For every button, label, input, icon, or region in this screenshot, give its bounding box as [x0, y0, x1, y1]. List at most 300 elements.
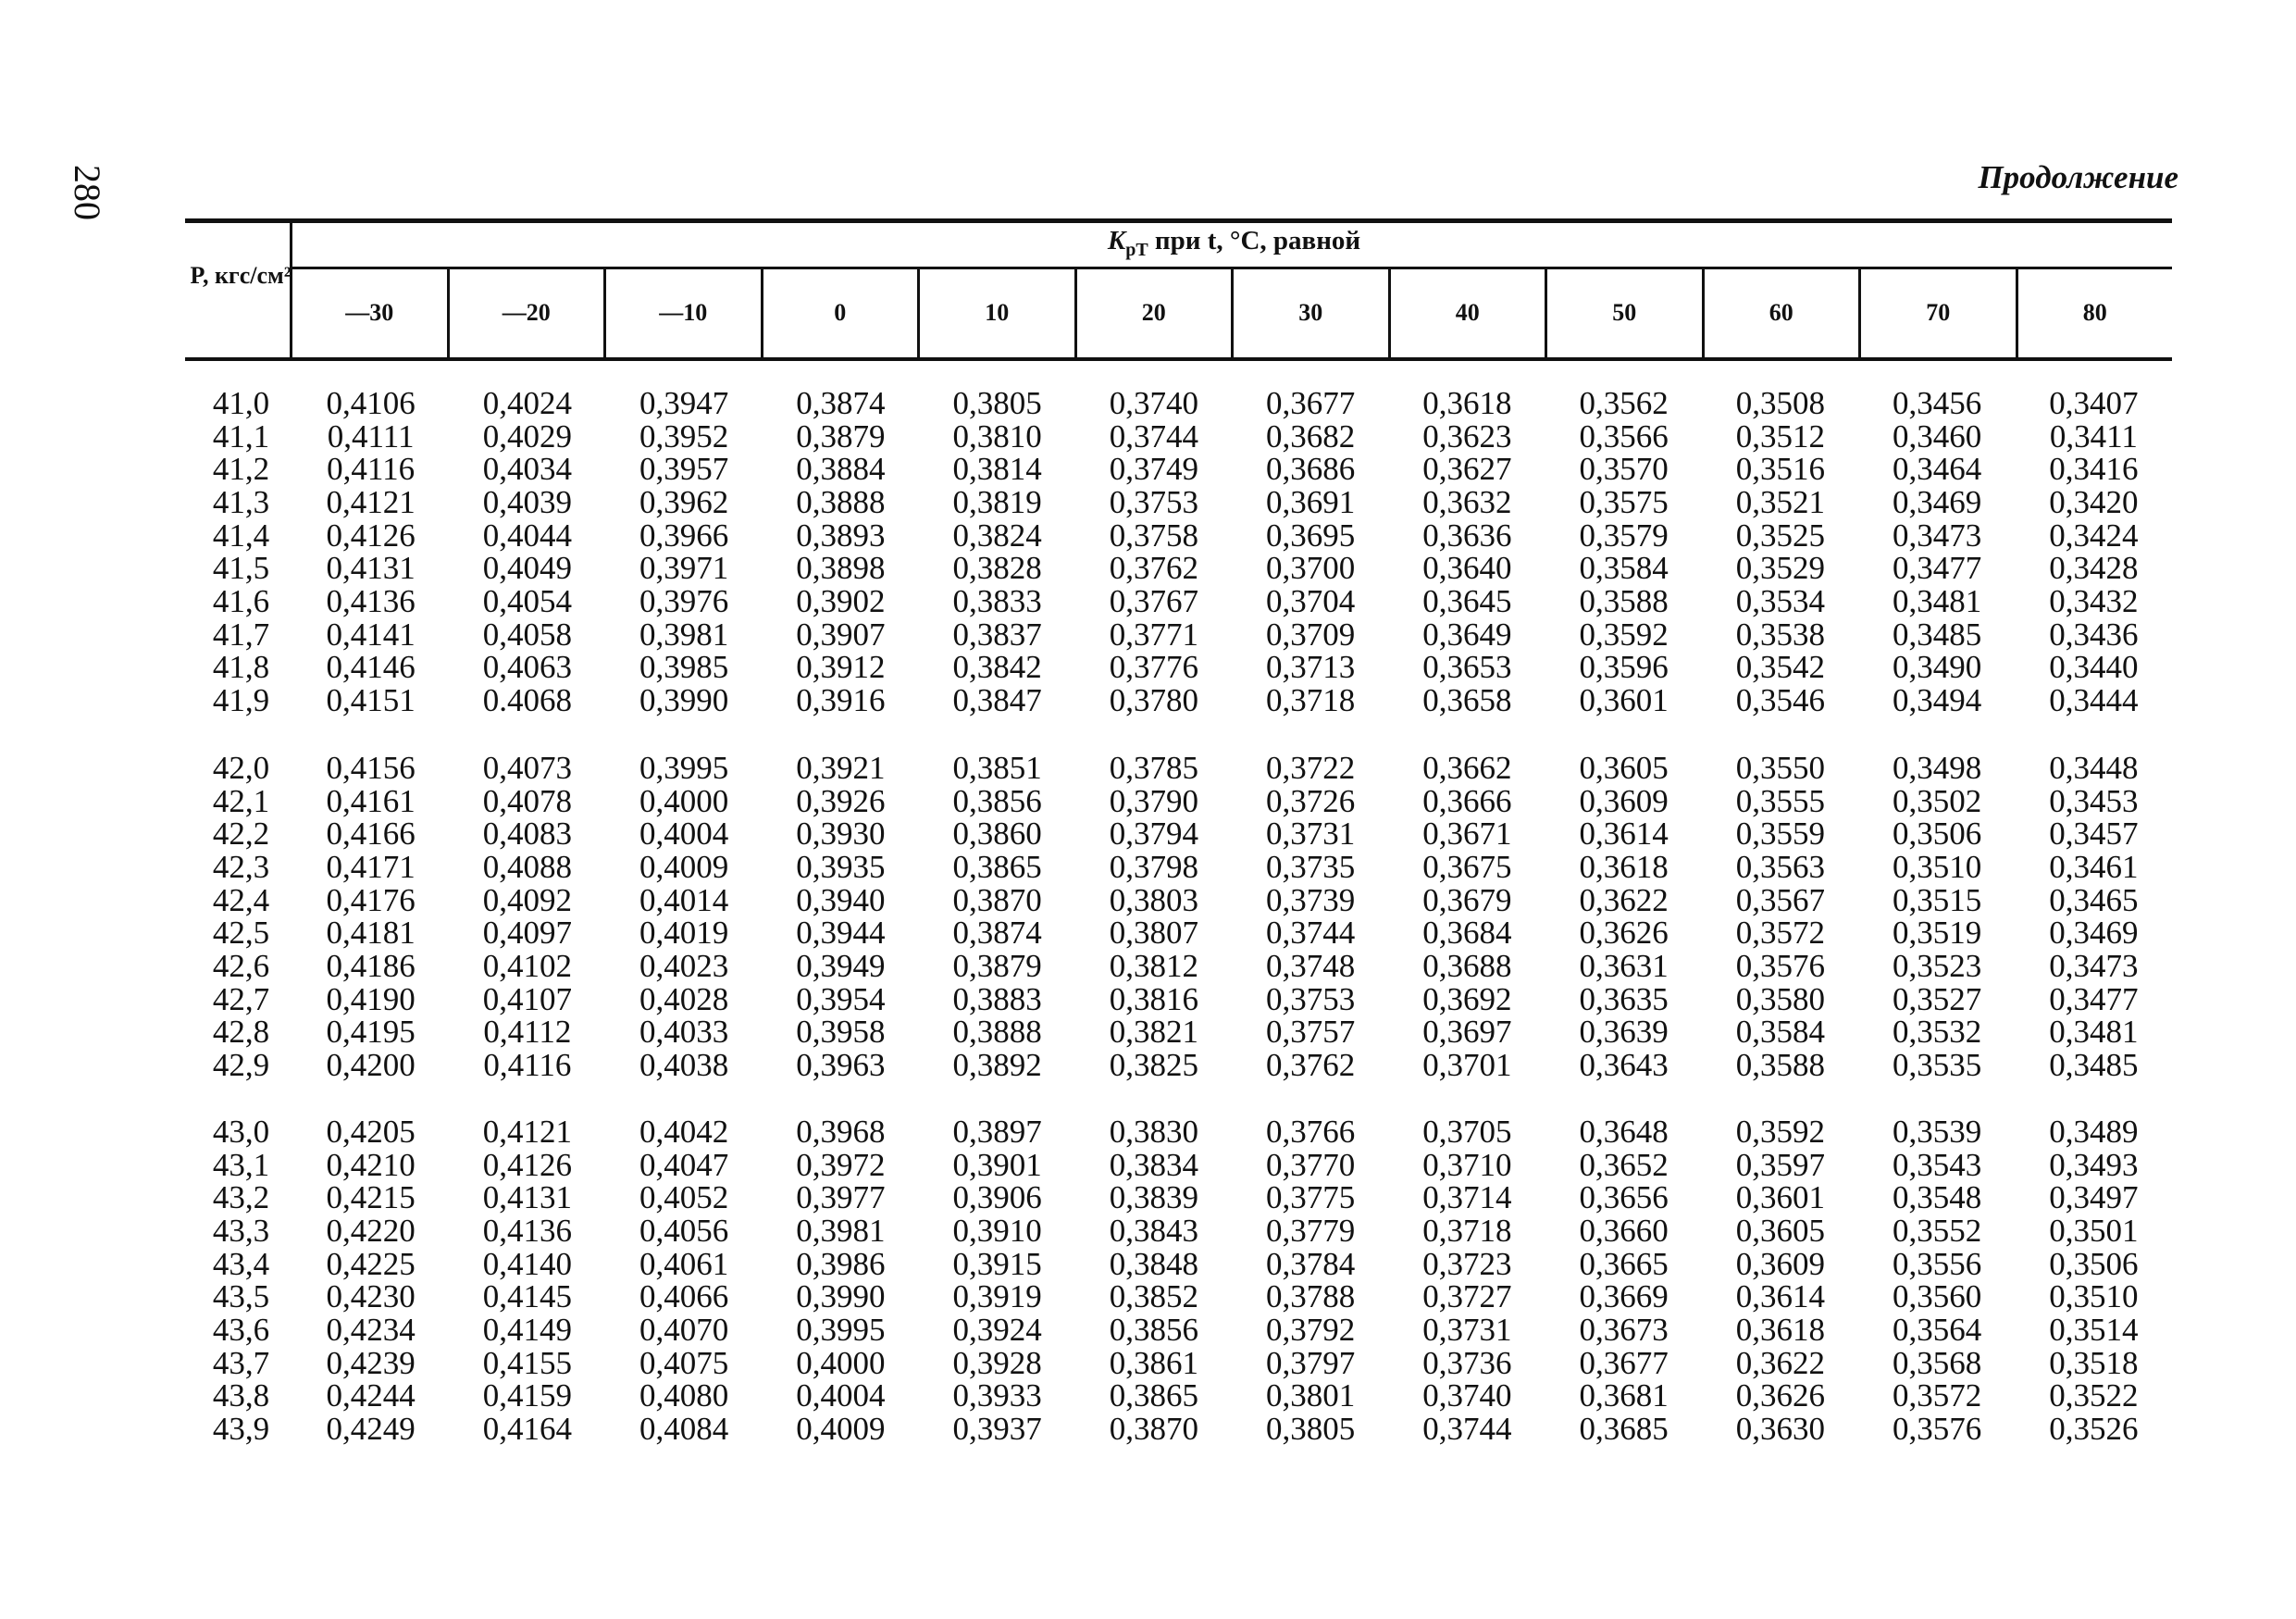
value-cell: 0,4131 [482, 1179, 572, 1216]
value-cell: 0,3901 [952, 1146, 1042, 1183]
value-cell: 0,3596 [1579, 649, 1669, 686]
value-cell: 0,4063 [482, 649, 572, 686]
table-row [190, 649, 2172, 686]
value-cell: 0,3584 [1735, 1014, 1825, 1051]
value-cell: 0,3632 [1422, 483, 1512, 520]
value-cell: 0,4220 [326, 1212, 416, 1249]
value-cell: 0,3485 [1893, 616, 1982, 653]
pressure-cell: 42,4 [212, 881, 270, 918]
table-row [190, 749, 2172, 786]
value-cell: 0,3526 [2049, 1411, 2139, 1448]
value-cell: 0,3568 [1893, 1344, 1982, 1381]
value-cell: 0,4083 [482, 816, 572, 853]
value-cell: 0,3550 [1735, 749, 1825, 786]
pressure-cell: 41,1 [212, 417, 270, 455]
value-cell: 0,3735 [1266, 848, 1356, 885]
value-cell: 0,4166 [326, 816, 416, 853]
value-cell: 0,3675 [1422, 848, 1512, 885]
value-cell: 0,3669 [1579, 1278, 1669, 1315]
value-cell: 0,3643 [1579, 1047, 1669, 1084]
value-cell: 0,3564 [1893, 1311, 1982, 1348]
value-cell: 0,3940 [796, 881, 886, 918]
value-cell: 0,3579 [1579, 517, 1669, 554]
value-cell: 0,3501 [2049, 1212, 2139, 1249]
value-cell: 0,4047 [639, 1146, 729, 1183]
value-cell: 0,3618 [1579, 848, 1669, 885]
value-cell: 0,3627 [1422, 451, 1512, 488]
value-cell: 0,3506 [2049, 1245, 2139, 1282]
table-row [190, 782, 2172, 819]
value-cell: 0,3563 [1735, 848, 1825, 885]
value-cell: 0,3910 [952, 1212, 1042, 1249]
value-cell: 0,3847 [952, 682, 1042, 719]
value-cell: 0,3775 [1266, 1179, 1356, 1216]
value-cell: 0,3605 [1735, 1212, 1825, 1249]
table-top-rule [185, 218, 2172, 223]
value-cell: 0,3639 [1579, 1014, 1669, 1051]
value-cell: 0,3618 [1735, 1311, 1825, 1348]
value-cell: 0,4126 [482, 1146, 572, 1183]
value-cell: 0,3677 [1266, 384, 1356, 421]
value-cell: 0,3473 [1893, 517, 1982, 554]
value-cell: 0,3673 [1579, 1311, 1669, 1348]
column-header: 10 [917, 268, 1074, 357]
value-cell: 0,3779 [1266, 1212, 1356, 1249]
value-cell: 0,3529 [1735, 550, 1825, 587]
value-cell: 0,3933 [952, 1377, 1042, 1414]
value-cell: 0,3981 [796, 1212, 886, 1249]
value-cell: 0,3805 [1266, 1411, 1356, 1448]
value-cell: 0,3968 [796, 1113, 886, 1150]
value-cell: 0,3870 [1109, 1411, 1198, 1448]
value-cell: 0,3924 [952, 1311, 1042, 1348]
pressure-cell: 41,7 [212, 616, 270, 653]
value-cell: 0,3705 [1422, 1113, 1512, 1150]
value-cell: 0,3757 [1266, 1014, 1356, 1051]
value-cell: 0,3731 [1422, 1311, 1512, 1348]
value-cell: 0,4049 [482, 550, 572, 587]
value-cell: 0,3740 [1422, 1377, 1512, 1414]
value-cell: 0,3523 [1893, 947, 1982, 984]
value-cell: 0,3758 [1109, 517, 1198, 554]
value-cell: 0.4068 [482, 682, 572, 719]
table-row [190, 1413, 2172, 1446]
value-cell: 0,3552 [1893, 1212, 1982, 1249]
value-cell: 0,3851 [952, 749, 1042, 786]
value-cell: 0,3704 [1266, 582, 1356, 619]
value-cell: 0,3534 [1735, 582, 1825, 619]
column-header: 20 [1074, 268, 1232, 357]
value-cell: 0,3631 [1579, 947, 1669, 984]
value-cell: 0,3548 [1893, 1179, 1982, 1216]
value-cell: 0,3448 [2049, 749, 2139, 786]
table-row [190, 1181, 2172, 1214]
value-cell: 0,4024 [482, 384, 572, 421]
value-cell: 0,3494 [1893, 682, 1982, 719]
table-row [190, 684, 2172, 717]
value-cell: 0,3814 [952, 451, 1042, 488]
value-cell: 0,3949 [796, 947, 886, 984]
value-cell: 0,3963 [796, 1047, 886, 1084]
value-cell: 0,4121 [482, 1113, 572, 1150]
value-cell: 0,3648 [1579, 1113, 1669, 1150]
value-cell: 0,3762 [1109, 550, 1198, 587]
value-cell: 0,3535 [1893, 1047, 1982, 1084]
value-cell: 0,3658 [1422, 682, 1512, 719]
value-cell: 0,4136 [326, 582, 416, 619]
value-cell: 0,3874 [796, 384, 886, 421]
value-cell: 0,3952 [639, 417, 729, 455]
pressure-cell: 43,1 [212, 1146, 270, 1183]
value-cell: 0,4034 [482, 451, 572, 488]
value-cell: 0,3723 [1422, 1245, 1512, 1282]
value-cell: 0,3469 [2049, 915, 2139, 952]
value-cell: 0,3709 [1266, 616, 1356, 653]
value-cell: 0,4004 [639, 816, 729, 853]
value-cell: 0,3636 [1422, 517, 1512, 554]
value-cell: 0,4249 [326, 1411, 416, 1448]
value-cell: 0,3966 [639, 517, 729, 554]
value-cell: 0,3601 [1735, 1179, 1825, 1216]
table-row [190, 916, 2172, 950]
table-row [190, 582, 2172, 619]
pressure-cell: 42,2 [212, 816, 270, 853]
value-cell: 0,4092 [482, 881, 572, 918]
value-cell: 0,3902 [796, 582, 886, 619]
value-cell: 0,4116 [483, 1047, 572, 1084]
value-cell: 0,3848 [1109, 1245, 1198, 1282]
value-cell: 0,4052 [639, 1179, 729, 1216]
value-cell: 0,3576 [1735, 947, 1825, 984]
pressure-cell: 42,8 [212, 1014, 270, 1051]
value-cell: 0,4014 [639, 881, 729, 918]
value-cell: 0,3852 [1109, 1278, 1198, 1315]
value-cell: 0,4164 [482, 1411, 572, 1448]
value-cell: 0,3498 [1893, 749, 1982, 786]
value-cell: 0,3919 [952, 1278, 1042, 1315]
value-cell: 0,3762 [1266, 1047, 1356, 1084]
value-cell: 0,3713 [1266, 649, 1356, 686]
value-cell: 0,4054 [482, 582, 572, 619]
value-cell: 0,4107 [482, 980, 572, 1017]
value-cell: 0,3464 [1893, 451, 1982, 488]
value-cell: 0,3874 [952, 915, 1042, 952]
pressure-cell: 43,2 [212, 1179, 270, 1216]
value-cell: 0,3843 [1109, 1212, 1198, 1249]
value-cell: 0,3749 [1109, 451, 1198, 488]
value-cell: 0,3821 [1109, 1014, 1198, 1051]
value-cell: 0,3626 [1579, 915, 1669, 952]
value-cell: 0,4075 [639, 1344, 729, 1381]
value-cell: 0,3714 [1422, 1179, 1512, 1216]
value-cell: 0,3906 [952, 1179, 1042, 1216]
value-cell: 0,3497 [2049, 1179, 2139, 1216]
table-row [190, 947, 2172, 984]
pressure-cell: 42,9 [212, 1047, 270, 1084]
value-cell: 0,3691 [1266, 483, 1356, 520]
pressure-cell: 42,1 [212, 782, 270, 819]
value-cell: 0,3812 [1109, 947, 1198, 984]
title-rest: при t, °C, равной [1148, 226, 1361, 255]
table-block [190, 384, 2172, 719]
value-cell: 0,3776 [1109, 649, 1198, 686]
value-cell: 0,3865 [1109, 1377, 1198, 1414]
value-cell: 0,3995 [639, 749, 729, 786]
value-cell: 0,3701 [1422, 1047, 1512, 1084]
value-cell: 0,3816 [1109, 980, 1198, 1017]
value-cell: 0,3807 [1109, 915, 1198, 952]
value-cell: 0,3543 [1893, 1146, 1982, 1183]
value-cell: 0,3962 [639, 483, 729, 520]
value-cell: 0,3794 [1109, 816, 1198, 853]
table-title [296, 226, 2172, 261]
value-cell: 0,4171 [326, 848, 416, 885]
value-cell: 0,3805 [952, 384, 1042, 421]
value-cell: 0,3824 [952, 517, 1042, 554]
value-cell: 0,4145 [482, 1278, 572, 1315]
value-cell: 0,3411 [2049, 417, 2138, 455]
value-cell: 0,4151 [326, 682, 416, 719]
value-cell: 0,3731 [1266, 816, 1356, 853]
value-cell: 0,3510 [2049, 1278, 2139, 1315]
value-cell: 0,3748 [1266, 947, 1356, 984]
value-cell: 0,3819 [952, 483, 1042, 520]
value-cell: 0,3753 [1266, 980, 1356, 1017]
value-cell: 0,3560 [1893, 1278, 1982, 1315]
value-cell: 0,4176 [326, 881, 416, 918]
value-cell: 0,4009 [796, 1411, 886, 1448]
pressure-cell: 43,9 [212, 1411, 270, 1448]
value-cell: 0,3515 [1893, 881, 1982, 918]
value-cell: 0,3957 [639, 451, 729, 488]
value-cell: 0,4159 [482, 1377, 572, 1414]
value-cell: 0,4033 [639, 1014, 729, 1051]
table-row [190, 1377, 2172, 1414]
column-header: —10 [603, 268, 761, 357]
value-cell: 0,3532 [1893, 1014, 1982, 1051]
value-cell: 0,3649 [1422, 616, 1512, 653]
value-cell: 0,4056 [639, 1212, 729, 1249]
value-cell: 0,4195 [326, 1014, 416, 1051]
column-header: 30 [1231, 268, 1388, 357]
value-cell: 0,3682 [1266, 417, 1356, 455]
value-cell: 0,3645 [1422, 582, 1512, 619]
table-row [190, 881, 2172, 918]
value-cell: 0,4004 [796, 1377, 886, 1414]
table-row [190, 980, 2172, 1017]
table-block [190, 1115, 2172, 1446]
value-cell: 0,3601 [1579, 682, 1669, 719]
value-cell: 0,4042 [639, 1113, 729, 1150]
pressure-cell: 42,6 [212, 947, 270, 984]
value-cell: 0,3473 [2049, 947, 2139, 984]
value-cell: 0,3588 [1735, 1047, 1825, 1084]
value-cell: 0,3971 [639, 550, 729, 587]
value-cell: 0,3785 [1109, 749, 1198, 786]
value-cell: 0,3935 [796, 848, 886, 885]
value-cell: 0,3753 [1109, 483, 1198, 520]
value-cell: 0,3605 [1579, 749, 1669, 786]
value-cell: 0,3692 [1422, 980, 1512, 1017]
value-cell: 0,3727 [1422, 1278, 1512, 1315]
value-cell: 0,3788 [1266, 1278, 1356, 1315]
value-cell: 0,3618 [1422, 384, 1512, 421]
value-cell: 0,3860 [952, 816, 1042, 853]
pressure-cell: 41,0 [212, 384, 270, 421]
value-cell: 0,4234 [326, 1311, 416, 1348]
value-cell: 0,4205 [326, 1113, 416, 1150]
value-cell: 0,3744 [1109, 417, 1198, 455]
value-cell: 0,4029 [482, 417, 572, 455]
value-cell: 0,3512 [1735, 417, 1825, 455]
table-row [190, 1049, 2172, 1082]
value-cell: 0,3740 [1109, 384, 1198, 421]
value-cell: 0,3485 [2049, 1047, 2139, 1084]
value-cell: 0,3614 [1735, 1278, 1825, 1315]
value-cell: 0,4131 [326, 550, 416, 587]
title-symbol: K [1107, 226, 1126, 255]
value-cell: 0,3640 [1422, 550, 1512, 587]
value-cell: 0,3461 [2049, 848, 2139, 885]
value-cell: 0,4039 [482, 483, 572, 520]
pressure-cell: 42,5 [212, 915, 270, 952]
value-cell: 0,3780 [1109, 682, 1198, 719]
value-cell: 0,3928 [952, 1344, 1042, 1381]
value-cell: 0,3416 [2049, 451, 2139, 488]
column-header: 40 [1388, 268, 1545, 357]
value-cell: 0,3622 [1735, 1344, 1825, 1381]
value-cell: 0,3893 [796, 517, 886, 554]
column-header: 50 [1545, 268, 1702, 357]
value-cell: 0,4058 [482, 616, 572, 653]
value-cell: 0,4038 [639, 1047, 729, 1084]
table-row [190, 483, 2172, 520]
value-cell: 0,4200 [326, 1047, 416, 1084]
value-cell: 0,3527 [1893, 980, 1982, 1017]
value-cell: 0,3870 [952, 881, 1042, 918]
value-cell: 0,4066 [639, 1278, 729, 1315]
value-cell: 0,3688 [1422, 947, 1512, 984]
value-cell: 0,3986 [796, 1245, 886, 1282]
value-cell: 0,3833 [952, 582, 1042, 619]
value-cell: 0,3771 [1109, 616, 1198, 653]
value-cell: 0,3555 [1735, 782, 1825, 819]
value-cell: 0,3981 [639, 616, 729, 653]
value-cell: 0,3652 [1579, 1146, 1669, 1183]
value-cell: 0,3790 [1109, 782, 1198, 819]
value-cell: 0,3888 [796, 483, 886, 520]
value-cell: 0,3614 [1579, 816, 1669, 853]
value-cell: 0,4044 [482, 517, 572, 554]
value-cell: 0,3797 [1266, 1344, 1356, 1381]
value-cell: 0,4088 [482, 848, 572, 885]
value-cell: 0,3626 [1735, 1377, 1825, 1414]
value-cell: 0,3559 [1735, 816, 1825, 853]
value-cell: 0,4084 [639, 1411, 729, 1448]
value-cell: 0,3469 [1893, 483, 1982, 520]
value-cell: 0,3801 [1266, 1377, 1356, 1414]
table-row [190, 552, 2172, 585]
pressure-cell: 41,9 [212, 682, 270, 719]
pressure-cell: 41,3 [212, 483, 270, 520]
value-cell: 0,3508 [1735, 384, 1825, 421]
value-cell: 0,3888 [952, 1014, 1042, 1051]
value-cell: 0,3921 [796, 749, 886, 786]
title-subscript: pT [1125, 239, 1148, 260]
value-cell: 0,4161 [326, 782, 416, 819]
table-row [190, 1115, 2172, 1149]
value-cell: 0,3653 [1422, 649, 1512, 686]
value-cell: 0,3539 [1893, 1113, 1982, 1150]
pressure-cell: 41,6 [212, 582, 270, 619]
page-number: 280 [67, 165, 108, 220]
value-cell: 0,3770 [1266, 1146, 1356, 1183]
value-cell: 0,3842 [952, 649, 1042, 686]
table-row [190, 848, 2172, 885]
value-cell: 0,3440 [2049, 649, 2139, 686]
value-cell: 0,3420 [2049, 483, 2139, 520]
pressure-cell: 41,2 [212, 451, 270, 488]
value-cell: 0,3697 [1422, 1014, 1512, 1051]
value-cell: 0,3665 [1579, 1245, 1669, 1282]
value-cell: 0,3489 [2049, 1113, 2139, 1150]
value-cell: 0,3839 [1109, 1179, 1198, 1216]
value-cell: 0,3710 [1422, 1146, 1512, 1183]
value-cell: 0,3576 [1893, 1411, 1982, 1448]
value-cell: 0,3546 [1735, 682, 1825, 719]
value-cell: 0,3856 [952, 782, 1042, 819]
value-cell: 0,3679 [1422, 881, 1512, 918]
value-cell: 0,3453 [2049, 782, 2139, 819]
value-cell: 0,3685 [1579, 1411, 1669, 1448]
value-cell: 0,3856 [1109, 1311, 1198, 1348]
value-cell: 0,3744 [1422, 1411, 1512, 1448]
table-block [190, 749, 2172, 1084]
value-cell: 0,4146 [326, 649, 416, 686]
value-cell: 0,3767 [1109, 582, 1198, 619]
value-cell: 0,3481 [1893, 582, 1982, 619]
value-cell: 0,3830 [1109, 1113, 1198, 1150]
table-row [190, 1146, 2172, 1183]
value-cell: 0,3407 [2049, 384, 2139, 421]
column-header: 60 [1702, 268, 1859, 357]
table-row [190, 1311, 2172, 1348]
value-cell: 0,3739 [1266, 881, 1356, 918]
value-cell: 0,3630 [1735, 1411, 1825, 1448]
table-row [190, 1016, 2172, 1050]
value-cell: 0,4156 [326, 749, 416, 786]
value-cell: 0,4141 [326, 616, 416, 653]
value-cell: 0,3542 [1735, 649, 1825, 686]
value-cell: 0,3584 [1579, 550, 1669, 587]
value-cell: 0,3686 [1266, 451, 1356, 488]
value-cell: 0,3570 [1579, 451, 1669, 488]
value-cell: 0,3947 [639, 384, 729, 421]
value-cell: 0,4244 [326, 1377, 416, 1414]
value-cell: 0,3976 [639, 582, 729, 619]
value-cell: 0,3784 [1266, 1245, 1356, 1282]
value-cell: 0,4073 [482, 749, 572, 786]
column-header: —20 [447, 268, 604, 357]
table-row [190, 1214, 2172, 1248]
value-cell: 0,3424 [2049, 517, 2139, 554]
value-cell: 0,3666 [1422, 782, 1512, 819]
column-header: —30 [345, 299, 394, 326]
value-cell: 0,3792 [1266, 1311, 1356, 1348]
value-cell: 0,3592 [1735, 1113, 1825, 1150]
value-cell: 0,3538 [1735, 616, 1825, 653]
pressure-cell: 42,3 [212, 848, 270, 885]
